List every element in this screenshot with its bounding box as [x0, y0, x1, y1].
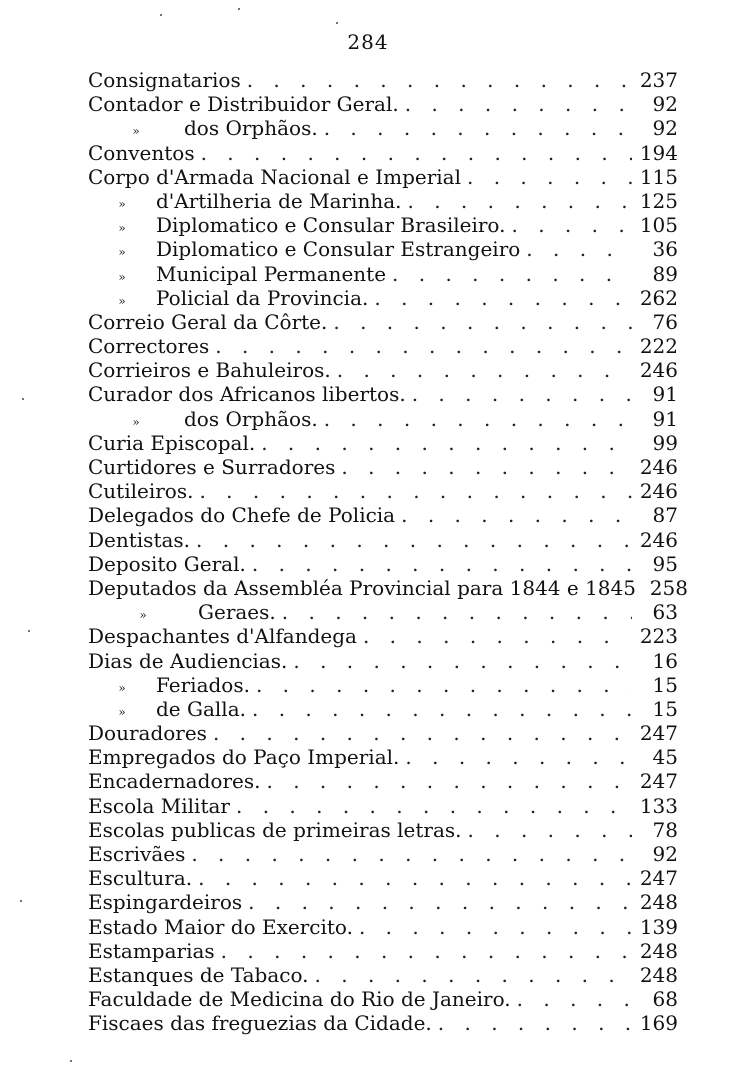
dot-leader — [246, 552, 632, 576]
dot-leader — [357, 624, 632, 648]
dot-leader — [193, 479, 632, 503]
index-entry — [88, 963, 678, 987]
entry-page-number: 76 — [652, 309, 678, 334]
entry-label: Espingardeiros — [88, 890, 243, 915]
dot-leader — [215, 939, 632, 963]
ditto-mark: » — [132, 414, 140, 429]
index-entry — [88, 721, 678, 745]
entry-page-number: 92 — [652, 92, 678, 117]
dot-leader — [192, 866, 632, 890]
index-entry — [88, 165, 678, 189]
dot-leader — [255, 431, 632, 455]
entry-label: Deposito Geral. — [88, 551, 246, 576]
entry-label: Consignatarios — [88, 68, 241, 92]
dot-leader — [399, 745, 632, 769]
entry-page-number: 91 — [652, 406, 678, 431]
entry-page-number: 169 — [639, 1011, 678, 1036]
index-entry — [88, 890, 678, 914]
entry-label: Escrivães — [88, 842, 186, 866]
dot-leader — [242, 890, 632, 914]
entry-label: Despachantes d'Alfandega — [88, 624, 357, 649]
entry-page-number: 63 — [652, 600, 678, 625]
dot-leader — [241, 68, 632, 92]
index-entry — [88, 745, 678, 769]
entry-label: de Galla. — [156, 696, 246, 721]
entry-label: Curador dos Africanos libertos. — [88, 382, 406, 407]
index-entry — [88, 334, 678, 358]
entry-page-number: 91 — [652, 382, 678, 407]
entry-label: Douradores — [88, 721, 207, 746]
entry-page-number: 237 — [639, 68, 678, 92]
index-entry — [88, 866, 678, 890]
entry-page-number: 95 — [652, 551, 678, 576]
entry-page-number: 15 — [652, 672, 678, 697]
entry-label: Feriados. — [156, 672, 250, 697]
paper-speck — [20, 900, 22, 902]
paper-speck — [22, 398, 24, 400]
dot-leader — [331, 358, 632, 382]
index-entry — [88, 116, 678, 140]
dot-leader — [402, 189, 633, 213]
ditto-mark: » — [118, 704, 126, 719]
dot-leader — [395, 503, 632, 527]
entry-label: Fiscaes das freguezias da Cidade. — [88, 1011, 432, 1036]
index-entry — [88, 939, 678, 963]
entry-label: Empregados do Paço Imperial. — [88, 745, 400, 770]
dot-leader — [230, 794, 632, 818]
dot-leader — [327, 310, 632, 334]
index-entry — [88, 552, 678, 576]
dot-leader — [195, 141, 632, 165]
dot-leader — [185, 842, 632, 866]
index-entry — [88, 68, 678, 92]
entry-label: Dentistas. — [88, 527, 191, 552]
entry-label: Deputados da Assembléa Provincial para 1844 e 1845 — [88, 575, 636, 600]
index-entry — [88, 213, 678, 237]
entry-label: Policial da Provincia. — [156, 285, 369, 310]
ditto-mark: » — [118, 245, 126, 260]
dot-leader — [353, 915, 632, 939]
ditto-mark: » — [118, 680, 126, 695]
entry-label: Cutileiros. — [88, 479, 194, 504]
entry-label: Diplomatico e Consular Estrangeiro — [156, 237, 521, 262]
entry-label: Corrieiros e Bahuleiros. — [88, 358, 331, 383]
entry-page-number: 247 — [639, 769, 678, 794]
dot-leader — [318, 116, 632, 140]
entry-page-number: 222 — [639, 334, 678, 359]
dot-leader — [520, 237, 632, 261]
index-entry — [88, 237, 678, 261]
entry-label: Faculdade de Medicina do Rio de Janeiro. — [88, 987, 511, 1012]
entry-label: Curia Episcopal. — [88, 430, 256, 455]
entry-label: Escultura. — [88, 866, 193, 891]
entry-label: dos Orphãos. — [184, 406, 318, 431]
dot-leader — [190, 528, 632, 552]
index-entry — [88, 382, 678, 406]
entry-label: Estamparias — [88, 938, 215, 963]
entry-page-number: 115 — [639, 164, 678, 189]
index-entry — [88, 842, 678, 866]
entry-page-number: 223 — [639, 624, 678, 649]
dot-leader — [399, 92, 632, 116]
entry-label: Encadernadores. — [88, 769, 261, 794]
entry-label: Dias de Audiencias. — [88, 648, 288, 673]
entry-page-number: 248 — [639, 938, 678, 963]
entry-page-number: 246 — [639, 358, 678, 383]
entry-page-number: 139 — [639, 914, 678, 939]
dot-leader — [276, 600, 632, 624]
entry-label: Curtidores e Surradores — [88, 455, 336, 479]
entry-page-number: 92 — [652, 842, 678, 866]
dot-leader — [318, 407, 632, 431]
index-entry — [88, 769, 678, 793]
index-entry — [88, 818, 678, 842]
index-entry — [88, 624, 678, 648]
index-entry — [88, 697, 678, 721]
dot-leader — [432, 1011, 632, 1035]
entry-page-number: 133 — [639, 793, 678, 818]
dot-leader — [309, 963, 632, 987]
index-entry — [88, 1011, 678, 1035]
index-entry — [88, 600, 678, 624]
ditto-mark: » — [139, 608, 147, 623]
index-entry — [88, 528, 678, 552]
paper-speck — [70, 1060, 72, 1062]
entry-label: Escola Militar — [88, 793, 230, 818]
index-entry — [88, 431, 678, 455]
entry-page-number: 78 — [652, 817, 678, 842]
index-entry — [88, 575, 688, 600]
index-entry — [88, 310, 678, 334]
index-entry — [88, 794, 678, 818]
entry-page-number: 247 — [639, 866, 678, 891]
dot-leader — [406, 382, 632, 406]
dot-leader — [260, 769, 632, 793]
dot-leader — [368, 286, 632, 310]
dot-leader — [462, 818, 632, 842]
entry-page-number: 246 — [639, 455, 678, 479]
index-entry — [88, 407, 678, 431]
entry-label: Contador e Distribuidor Geral. — [88, 92, 399, 117]
dot-leader — [505, 213, 632, 237]
index-entry — [88, 649, 678, 673]
dot-leader — [209, 334, 632, 358]
entry-label: Estanques de Tabaco. — [88, 962, 309, 987]
ditto-mark: » — [118, 196, 126, 211]
entry-page-number: 248 — [639, 890, 678, 915]
entry-page-number: 87 — [652, 503, 678, 528]
entry-label: Conventos — [88, 140, 195, 165]
dot-leader — [511, 987, 632, 1011]
entry-label: Geraes. — [198, 600, 276, 625]
entry-label: dos Orphãos. — [184, 116, 318, 141]
entry-page-number: 258 — [649, 575, 688, 600]
entry-page-number: 246 — [639, 479, 678, 504]
entry-page-number: 248 — [639, 962, 678, 987]
index-list — [88, 68, 688, 1036]
paper-speck — [336, 22, 338, 24]
index-entry — [88, 673, 678, 697]
ditto-mark: » — [118, 293, 126, 308]
entry-page-number: 246 — [639, 527, 678, 552]
entry-label: Municipal Permanente — [156, 261, 387, 286]
entry-label: d'Artilheria de Marinha. — [156, 188, 402, 213]
index-entry — [88, 286, 678, 310]
entry-label: Delegados do Chefe de Policia — [88, 503, 396, 528]
entry-page-number: 125 — [639, 188, 678, 213]
paper-speck — [28, 630, 30, 632]
entry-page-number: 15 — [652, 696, 678, 721]
entry-page-number: 247 — [639, 721, 678, 746]
dot-leader — [250, 673, 632, 697]
entry-page-number: 262 — [639, 285, 678, 310]
ditto-mark: » — [118, 269, 126, 284]
entry-page-number: 99 — [652, 430, 678, 455]
entry-label: Corpo d'Armada Nacional e Imperial — [88, 164, 461, 189]
ditto-mark: » — [118, 221, 126, 236]
ditto-mark: » — [132, 124, 140, 139]
entry-page-number: 105 — [639, 213, 678, 238]
index-entry — [88, 141, 678, 165]
entry-page-number: 16 — [652, 648, 678, 673]
dot-leader — [287, 649, 632, 673]
paper-speck — [160, 14, 162, 16]
entry-page-number: 68 — [652, 987, 678, 1012]
paper-speck — [238, 8, 240, 10]
entry-page-number: 89 — [652, 261, 678, 286]
dot-leader — [207, 721, 632, 745]
dot-leader — [246, 697, 632, 721]
index-entry — [88, 503, 678, 527]
entry-label: Escolas publicas de primeiras letras. — [88, 817, 462, 842]
entry-label: Diplomatico e Consular Brasileiro. — [156, 213, 506, 238]
entry-label: Correctores — [88, 334, 210, 359]
index-entry — [88, 262, 678, 286]
index-entry — [88, 92, 678, 116]
index-entry — [88, 189, 678, 213]
entry-label: Correio Geral da Côrte. — [88, 309, 328, 334]
entry-page-number: 194 — [639, 140, 678, 165]
entry-page-number: 36 — [652, 237, 678, 262]
dot-leader — [335, 455, 632, 479]
index-entry — [88, 479, 678, 503]
index-entry — [88, 987, 678, 1011]
page-number: 284 — [347, 30, 389, 54]
index-entry — [88, 455, 678, 479]
entry-label: Estado Maior do Exercito. — [88, 914, 353, 939]
entry-page-number: 92 — [652, 116, 678, 141]
index-entry — [88, 358, 678, 382]
entry-page-number: 45 — [652, 745, 678, 770]
dot-leader — [461, 165, 632, 189]
dot-leader — [386, 262, 632, 286]
index-entry — [88, 915, 678, 939]
